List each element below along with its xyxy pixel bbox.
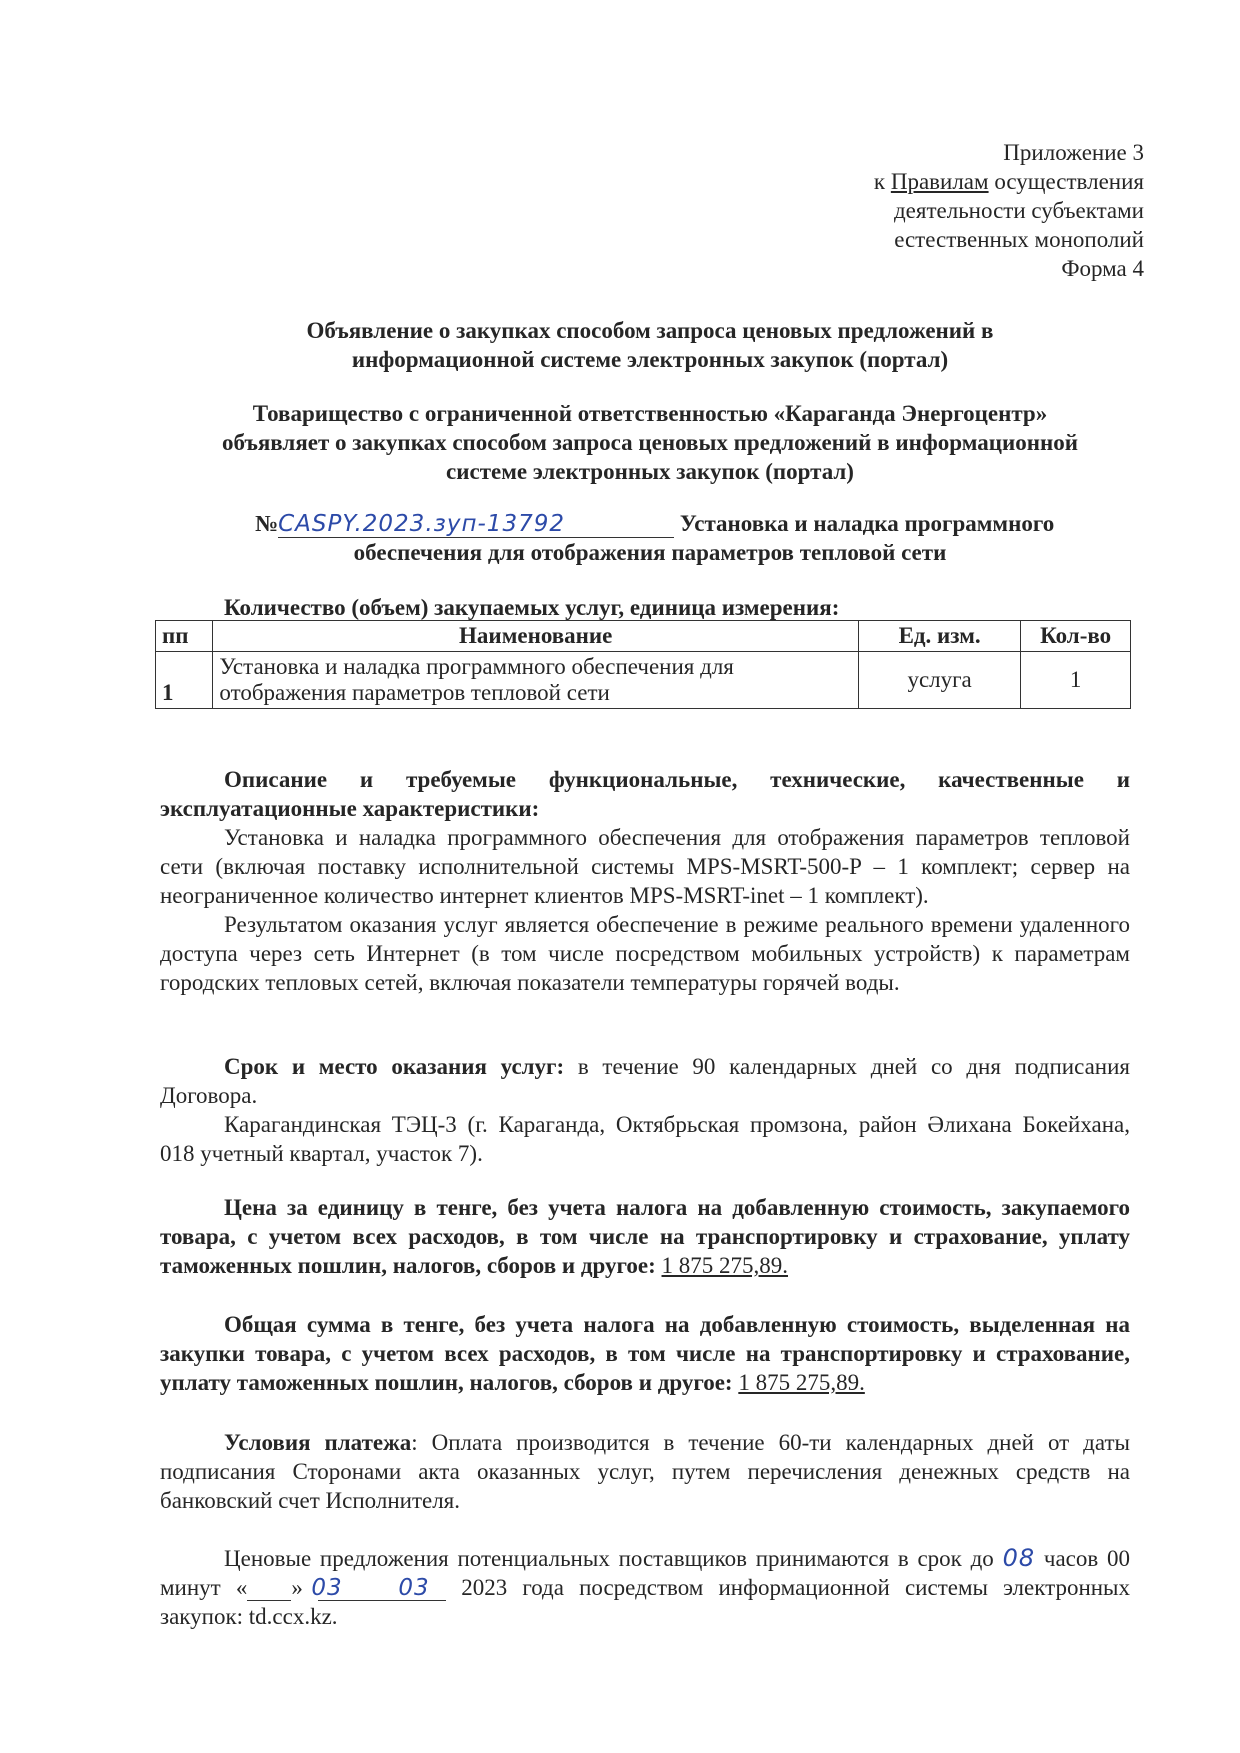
term-label: Срок и место оказания услуг: <box>224 1054 565 1079</box>
deadline-paragraph: Ценовые предложения потенциальных поставщиков принимаются в срок до 08 часов 00 минут « 03» 03 2023 года посредством информационной системы электронных закупок: td.ccx.kz. <box>160 1544 1131 1629</box>
unit-price-block <box>160 1193 1130 1280</box>
number-sign: № <box>255 511 279 536</box>
form-number: Форма 4 <box>1061 256 1144 281</box>
month-field <box>318 1576 446 1601</box>
rules-link[interactable]: Правилам <box>890 169 989 194</box>
total-label: Общая сумма в тенге, без учета налога на добавленную стоимость, выделенная на закупки товара, с учетом всех расходов, в том числе на транспортировку и страхование, уплату таможенных пошлин, налогов, сборов и другое: <box>160 1312 1130 1395</box>
appendix-line-3: деятельности субъектами <box>893 198 1144 223</box>
handwritten-day: 03 <box>311 1575 343 1601</box>
row-unit: услуга <box>859 652 1021 709</box>
unit-price-paragraph <box>160 1193 1130 1280</box>
total-amount: 1 875 275,89. <box>738 1370 865 1395</box>
row-name: Установка и наладка программного обеспечения для отображения параметров тепловой сети <box>213 652 859 709</box>
deadline-block <box>160 1544 1130 1631</box>
procurement-subject-line-1: Установка и наладка программного <box>679 511 1055 536</box>
payment-block <box>160 1428 1130 1515</box>
document-title: Объявление о закупках способом запроса ценовых предложений в информационной системе электронных закупок (портал) <box>306 318 994 372</box>
term-block <box>160 1052 1130 1168</box>
quantity-heading: Количество (объем) закупаемых услуг, единица измерения: <box>224 595 840 620</box>
table-header-row <box>156 621 1131 652</box>
description-block <box>160 765 1130 997</box>
items-table <box>155 620 1131 709</box>
payment-text: : Оплата производится в течение 60-ти календарных дней от даты подписания Сторонами акта оказанных услуг, путем перечисления денежных средств на банковский счет Исполнителя. <box>160 1430 1130 1513</box>
table-row <box>156 652 1131 709</box>
handwritten-month: 03 <box>398 1575 430 1601</box>
day-field <box>247 1575 343 1601</box>
handwritten-procurement-number: CASPY.2023.зуп-13792 <box>278 511 565 537</box>
procurement-subject-line-2: обеспечения для отображения параметров тепловой сети <box>353 540 947 565</box>
header-name: Наименование <box>213 621 859 652</box>
header-unit: Ед. изм. <box>859 621 1021 652</box>
unit-price-amount: 1 875 275,89. <box>661 1253 789 1278</box>
unit-price-label: Цена за единицу в тенге, без учета налога на добавленную стоимость, закупаемого товара, с учетом всех расходов, в том числе на транспортировку и страхование, уплату таможенных пошлин, налогов, сборов и другое: <box>160 1195 1130 1278</box>
total-block <box>160 1310 1130 1397</box>
procurement-number-field <box>278 511 674 538</box>
header-qty: Кол-во <box>1021 621 1131 652</box>
appendix-number: Приложение 3 <box>1003 140 1144 165</box>
term-text: в течение 90 календарных дней со дня подписания Договора. <box>160 1054 1130 1108</box>
description-heading: Описание и требуемые функциональные, технические, качественные и эксплуатационные характеристики: <box>160 767 1130 821</box>
term-paragraph <box>160 1052 1130 1110</box>
payment-label: Условия платежа <box>224 1430 412 1455</box>
total-paragraph <box>160 1310 1130 1397</box>
appendix-rules-line: к Правилам осуществления <box>873 169 1144 194</box>
description-paragraph-1: Установка и наладка программного обеспечения для отображения параметров тепловой сети (включая поставку исполнительной системы MPS-MSRT-500-P – 1 комплект; сервер на неограниченное количество интернет клиентов MPS-MSRT-inet – 1 комплект). <box>160 825 1130 908</box>
procurement-number-line <box>255 509 1054 538</box>
handwritten-hour: 08 <box>1002 1544 1036 1572</box>
payment-paragraph <box>160 1428 1130 1515</box>
announcer-block: Товарищество с ограниченной ответственностью «Караганда Энергоцентр» объявляет о закупках способом запроса ценовых предложений в информационной системе электронных закупок (портал) <box>222 401 1078 484</box>
header-num: пп <box>156 621 213 652</box>
appendix-reference <box>874 138 1144 283</box>
appendix-line-4: естественных монополий <box>894 227 1144 252</box>
row-num: 1 <box>156 652 213 709</box>
description-paragraph-2: Результатом оказания услуг является обеспечение в режиме реального времени удаленного доступа через сеть Интернет (в том числе посредством мобильных устройств) к параметрам городских тепловых сетей, включая показатели температуры горячей воды. <box>160 912 1130 995</box>
place-paragraph: Карагандинская ТЭЦ-3 (г. Караганда, Октябрьская промзона, район Әлихана Бокейхана, 018 учетный квартал, участок 7). <box>160 1112 1130 1166</box>
row-qty: 1 <box>1021 652 1131 709</box>
